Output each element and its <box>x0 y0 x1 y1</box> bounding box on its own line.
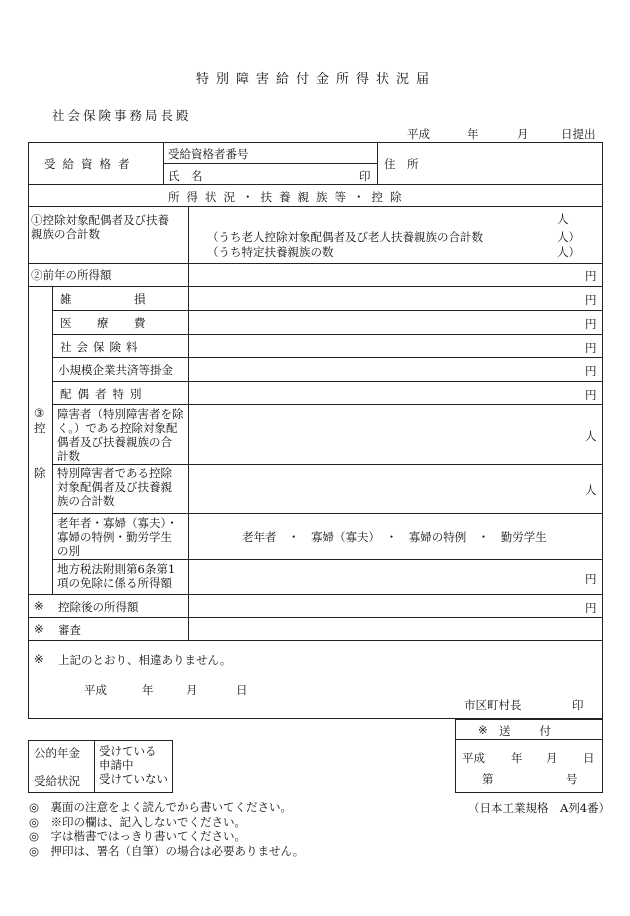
disabled-dependents-unit: 人 <box>585 429 597 443</box>
address-label: 住 所 <box>384 157 419 171</box>
note-item: ◎ 押印は、署名（自筆）の場合は必要ありません。 <box>29 843 305 858</box>
elderly-dependents-sub: （うち老人控除対象配偶者及び老人扶養親族の合計数 <box>207 230 483 244</box>
certify-month: 月 <box>186 683 198 697</box>
certify-mark: ※ <box>34 652 44 666</box>
sending-month: 月 <box>546 751 558 765</box>
deduction-row-unit: 円 <box>585 341 597 355</box>
section-header: 所得状況・扶養親族等・控除 <box>168 190 409 204</box>
sending-day: 日 <box>583 751 595 765</box>
deduction-row-social-insurance: 社会保険料 <box>60 340 143 354</box>
sending-mark: ※ <box>478 723 488 737</box>
deduction-row-small-business: 小規模企業共済等掛金 <box>58 363 173 377</box>
recipient-number-label: 受給資格者番号 <box>168 147 249 161</box>
recipient-label: 受給資格者 <box>44 157 137 171</box>
pension-label-2: 受給状況 <box>34 774 80 788</box>
deduction-row-unit: 円 <box>585 388 597 402</box>
deduction-row-spouse-special: 配偶者特別 <box>60 387 148 401</box>
special-disabled-dependents-label: 特別障害者である控除 対象配偶者及び扶養親 族の合計数 <box>57 466 172 508</box>
note-item: ◎ ※印の欄は、記入しないでください。 <box>29 814 247 829</box>
deduction-row-misc-loss: 雑 損 <box>60 292 153 306</box>
pension-options: 受けている 申請中 受けていない <box>99 744 168 786</box>
deduction-row-unit: 円 <box>585 293 597 307</box>
review-mark: ※ <box>34 622 44 636</box>
form-title: 特別障害給付金所得状況届 <box>196 72 437 87</box>
prev-income-unit: 円 <box>585 269 597 283</box>
sending-no-suffix: 号 <box>566 772 578 786</box>
certify-text: 上記のとおり、相違ありません。 <box>58 653 232 667</box>
date-day: 日提出 <box>561 127 596 141</box>
sending-era: 平成 <box>462 751 485 765</box>
review-label: 審査 <box>58 623 81 637</box>
dependents-unit: 人 <box>557 212 569 226</box>
elderly-widow-label: 老年者・寡婦（寡夫）・ 寡婦の特例・勤労学生 の別 <box>57 516 178 558</box>
deduction-group-label-end: 除 <box>34 466 46 480</box>
certify-era: 平成 <box>84 683 107 697</box>
date-year: 年 <box>467 127 479 141</box>
sending-year: 年 <box>511 751 523 765</box>
note-item: ◎ 裏面の注意をよく読んでから書いてください。 <box>29 800 293 814</box>
mayor-label: 市区町村長 <box>464 698 522 712</box>
date-month: 月 <box>517 127 529 141</box>
disabled-dependents-label: 障害者（特別障害者を除 く。）である控除対象配 偶者及び扶養親族の合 計数 <box>57 407 184 463</box>
deduction-row-medical: 医 療 費 <box>60 316 153 330</box>
mayor-seal: 印 <box>572 698 584 712</box>
specific-dependents-sub: （うち特定扶養親族の数 <box>207 245 334 259</box>
note-item: ◎ 字は楷書ではっきり書いてください。 <box>29 829 247 843</box>
recipient-name-label: 氏 名 <box>168 169 203 183</box>
date-era: 平成 <box>407 127 430 141</box>
local-tax-label: 地方税法附則第6条第1 項の免除に係る所得額 <box>57 562 176 590</box>
specific-dependents-unit: 人） <box>557 245 580 259</box>
certify-year: 年 <box>142 683 154 697</box>
elderly-widow-options: 老年者 ・ 寡婦（寡夫） ・ 寡婦の特例 ・ 勤労学生 <box>242 530 547 544</box>
special-disabled-dependents-unit: 人 <box>585 483 597 497</box>
addressee: 社会保険事務局長殿 <box>52 108 192 123</box>
after-deduction-label: 控除後の所得額 <box>58 600 139 614</box>
sending-no-prefix: 第 <box>482 772 494 786</box>
after-deduction-unit: 円 <box>585 601 597 615</box>
sending-label: 送 付 <box>499 724 553 738</box>
standard-note: （日本工業規格 A列4番） <box>468 801 611 815</box>
prev-income-label: ②前年の所得額 <box>31 268 112 282</box>
local-tax-unit: 円 <box>585 572 597 586</box>
recipient-seal: 印 <box>359 169 371 183</box>
dependents-label: ①控除対象配偶者及び扶養 親族の合計数 <box>31 213 169 241</box>
deduction-row-unit: 円 <box>585 317 597 331</box>
after-deduction-mark: ※ <box>34 599 44 613</box>
deduction-group-label: ③ 控 <box>34 406 46 435</box>
certify-day: 日 <box>236 683 248 697</box>
notes-list <box>29 800 304 858</box>
deduction-row-unit: 円 <box>585 364 597 378</box>
elderly-dependents-unit: 人） <box>557 230 580 244</box>
pension-label-1: 公的年金 <box>34 746 80 760</box>
